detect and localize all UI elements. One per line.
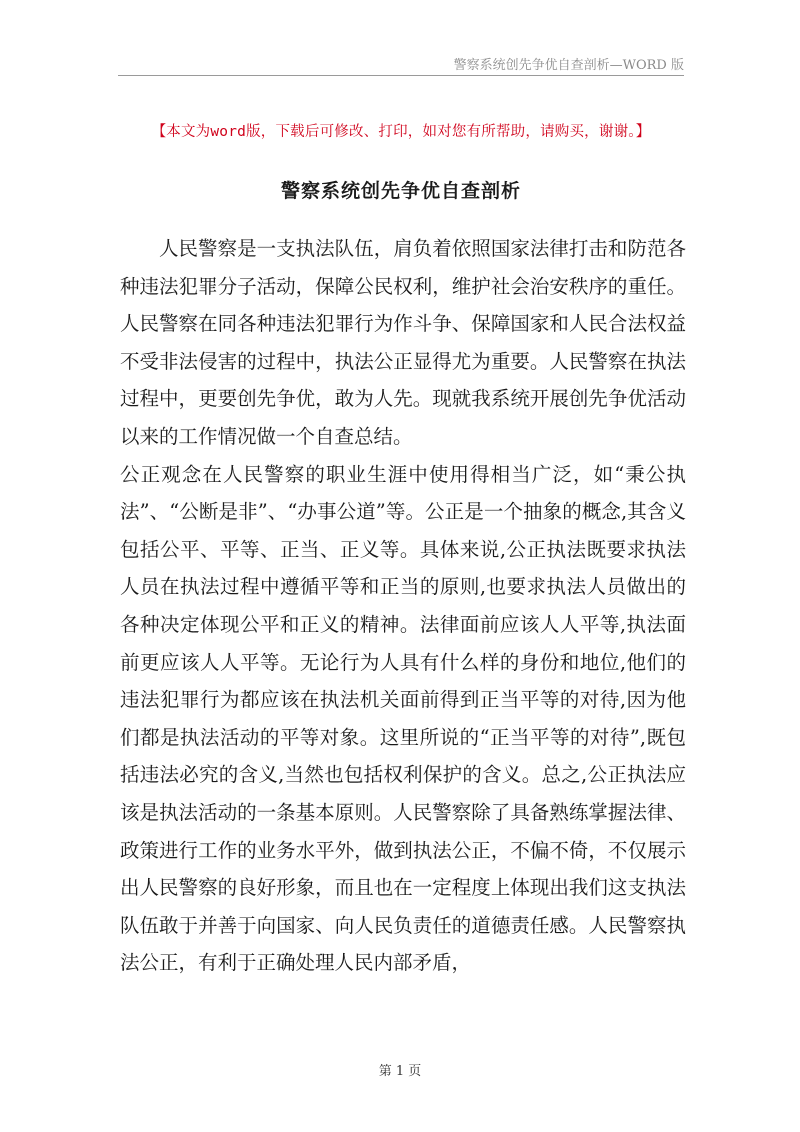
paragraph-1: 人民警察是一支执法队伍，肩负着依照国家法律打击和防范各种违法犯罪分子活动，保障公民权利，维护社会治安秩序的重任。人民警察在同各种违法犯罪行为作斗争、保障国家和人民合法权益不受非法侵害的过程中，执法公正显得尤为重要。人民警察在执法过程中，更要创先争优，敢为人先。现就我系统开展创先争优活动以来的工作情况做一个自查总结。 [120, 237, 686, 448]
page-number: 第 1 页 [378, 1064, 422, 1079]
running-header: 警察系统创先争优自查剖析—WORD 版 [453, 58, 684, 73]
document-title: 警察系统创先争优自查剖析 [280, 180, 521, 202]
document-body [120, 230, 686, 982]
download-notice: 【本文为word版，下载后可修改、打印，如对您有所帮助，请购买，谢谢。】 [151, 124, 651, 140]
paragraph-2: 公正观念在人民警察的职业生涯中使用得相当广泛，如“秉公执法”、“公断是非”、“办事公道”等。公正是一个抽象的概念,其含义包括公平、平等、正当、正义等。具体来说,公正执法既要求执法人员在执法过程中遵循平等和正当的原则,也要求执法人员做出的各种决定体现公平和正义的精神。法律面前应该人人平等,执法面前更应该人人平等。无论行为人具有什么样的身份和地位,他们的违法犯罪行为都应该在执法机关面前得到正当平等的对待,因为他们都是执法活动的平等对象。这里所说的“正当平等的对待”,既包括违法必究的含义,当然也包括权利保护的含义。总之,公正执法应该是执法活动的一条基本原则。人民警察除了具备熟练掌握法律、政策进行工作的业务水平外，做到执法公正，不偏不倚，不仅展示出人民警察的良好形象，而且也在一定程度上体现出我们这支执法队伍敢于并善于向国家、向人民负责任的道德责任感。人民警察执法公正，有利于正确处理人民内部矛盾， [120, 462, 686, 975]
header-divider [118, 75, 684, 76]
